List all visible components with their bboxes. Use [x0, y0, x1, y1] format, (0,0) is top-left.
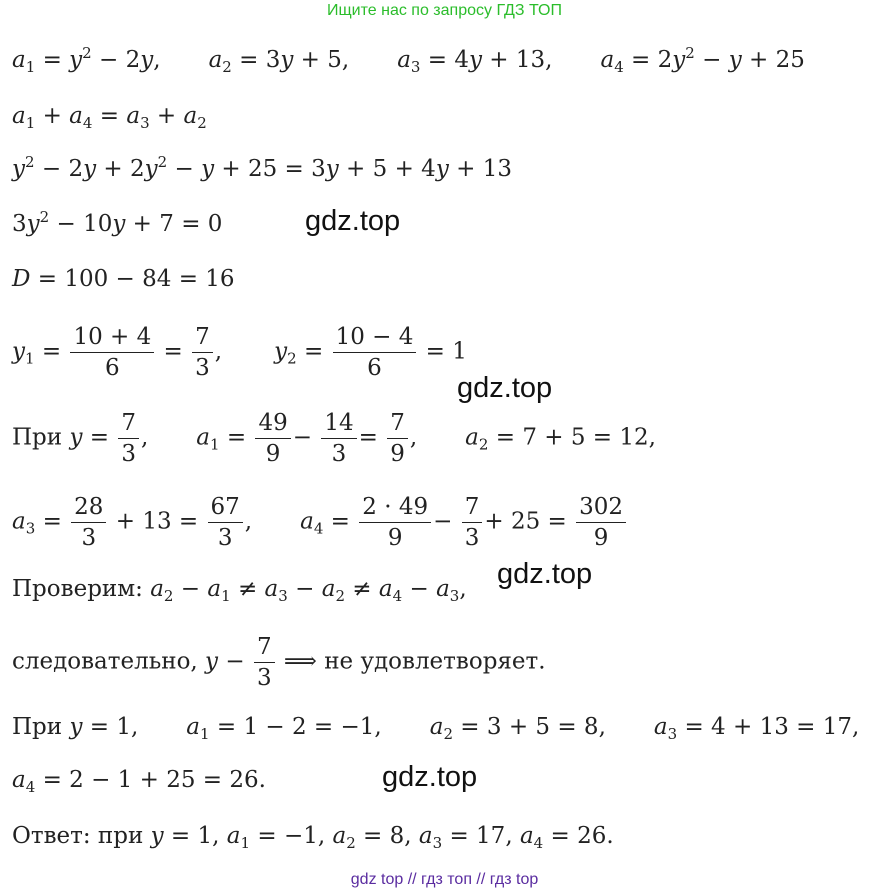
equation-roots: $y_1$ = $\frac{10 + 4}{6}$ = $\frac{7}{3}$ , $y_2$ = $\frac{10 - 4}{6}$ = 1: [12, 324, 467, 381]
word-pri: При: [12, 424, 63, 451]
answer-line: Ответ: при y = 1, $a_1 = -1$, $a_2 = 8$, $a_3 = 17$, $a_4 = 26$.: [12, 823, 614, 852]
watermark-3: gdz.top: [497, 558, 593, 590]
equation-a3-a4-values: $a_3$ = $\frac{28}{3}$ + 13 = $\frac{67}{3}$ , $a_4$ = $\frac{2 \cdot 49}{9}$ − $\frac{7}{3}$ + 25 = $\frac{302}{9}$: [12, 492, 628, 553]
word-sledovatelno: следовательно,: [12, 648, 198, 675]
equation-check: Проверим: $a_2 - a_1 \ne a_3 - a_2 \ne a_4 - a_3$,: [12, 576, 467, 605]
footer-links: gdz top // гдз топ // гдз top: [350, 871, 539, 888]
equation-discriminant: D = 100 − 84 = 16: [12, 266, 235, 292]
watermark-4: gdz.top: [382, 761, 478, 793]
word-ne-udovl: не удовлетворяет.: [324, 648, 546, 675]
watermark-2: gdz.top: [457, 372, 553, 404]
search-banner: Ищите нас по запросу ГДЗ ТОП: [327, 2, 562, 19]
equation-case-y-one: При y = 1, $a_1 = 1 - 2 = -1$, $a_2 = 3 + 5 = 8$, $a_3 = 4 + 13 = 17$,: [12, 714, 860, 743]
equation-sum-condition: $a_1 + a_4 = a_3 + a_2$: [12, 103, 207, 132]
equation-conclusion: следовательно, y − $\frac{7}{3}$ ⟹ не удовлетворяет.: [12, 634, 546, 691]
equation-quadratic: $3y^2 - 10y + 7 = 0$: [12, 208, 223, 237]
word-pri-2: При: [12, 714, 63, 740]
equation-substituted: $y^2 - 2y + 2y^2 - y + 25 = 3y + 5 + 4y + 13$: [12, 153, 512, 182]
equation-a4-value: $a_4 = 2 - 1 + 25 = 26$.: [12, 767, 266, 796]
word-proverim: Проверим:: [12, 576, 143, 602]
equation-given-terms: $a_1 = y^2 - 2y$, $a_2 = 3y + 5$, $a_3 = 4y + 13$, $a_4 = 2y^2 - y + 25$: [12, 44, 805, 76]
word-otvet: Ответ: при: [12, 823, 144, 849]
watermark-1: gdz.top: [305, 205, 401, 237]
equation-case-y-seven-thirds: При y = $\frac{7}{3}$ , $a_1$ = $\frac{49}{9}$ − $\frac{14}{3}$ = $\frac{7}{9}$ , $a_2 = 7 + 5 = 12$,: [12, 410, 656, 467]
